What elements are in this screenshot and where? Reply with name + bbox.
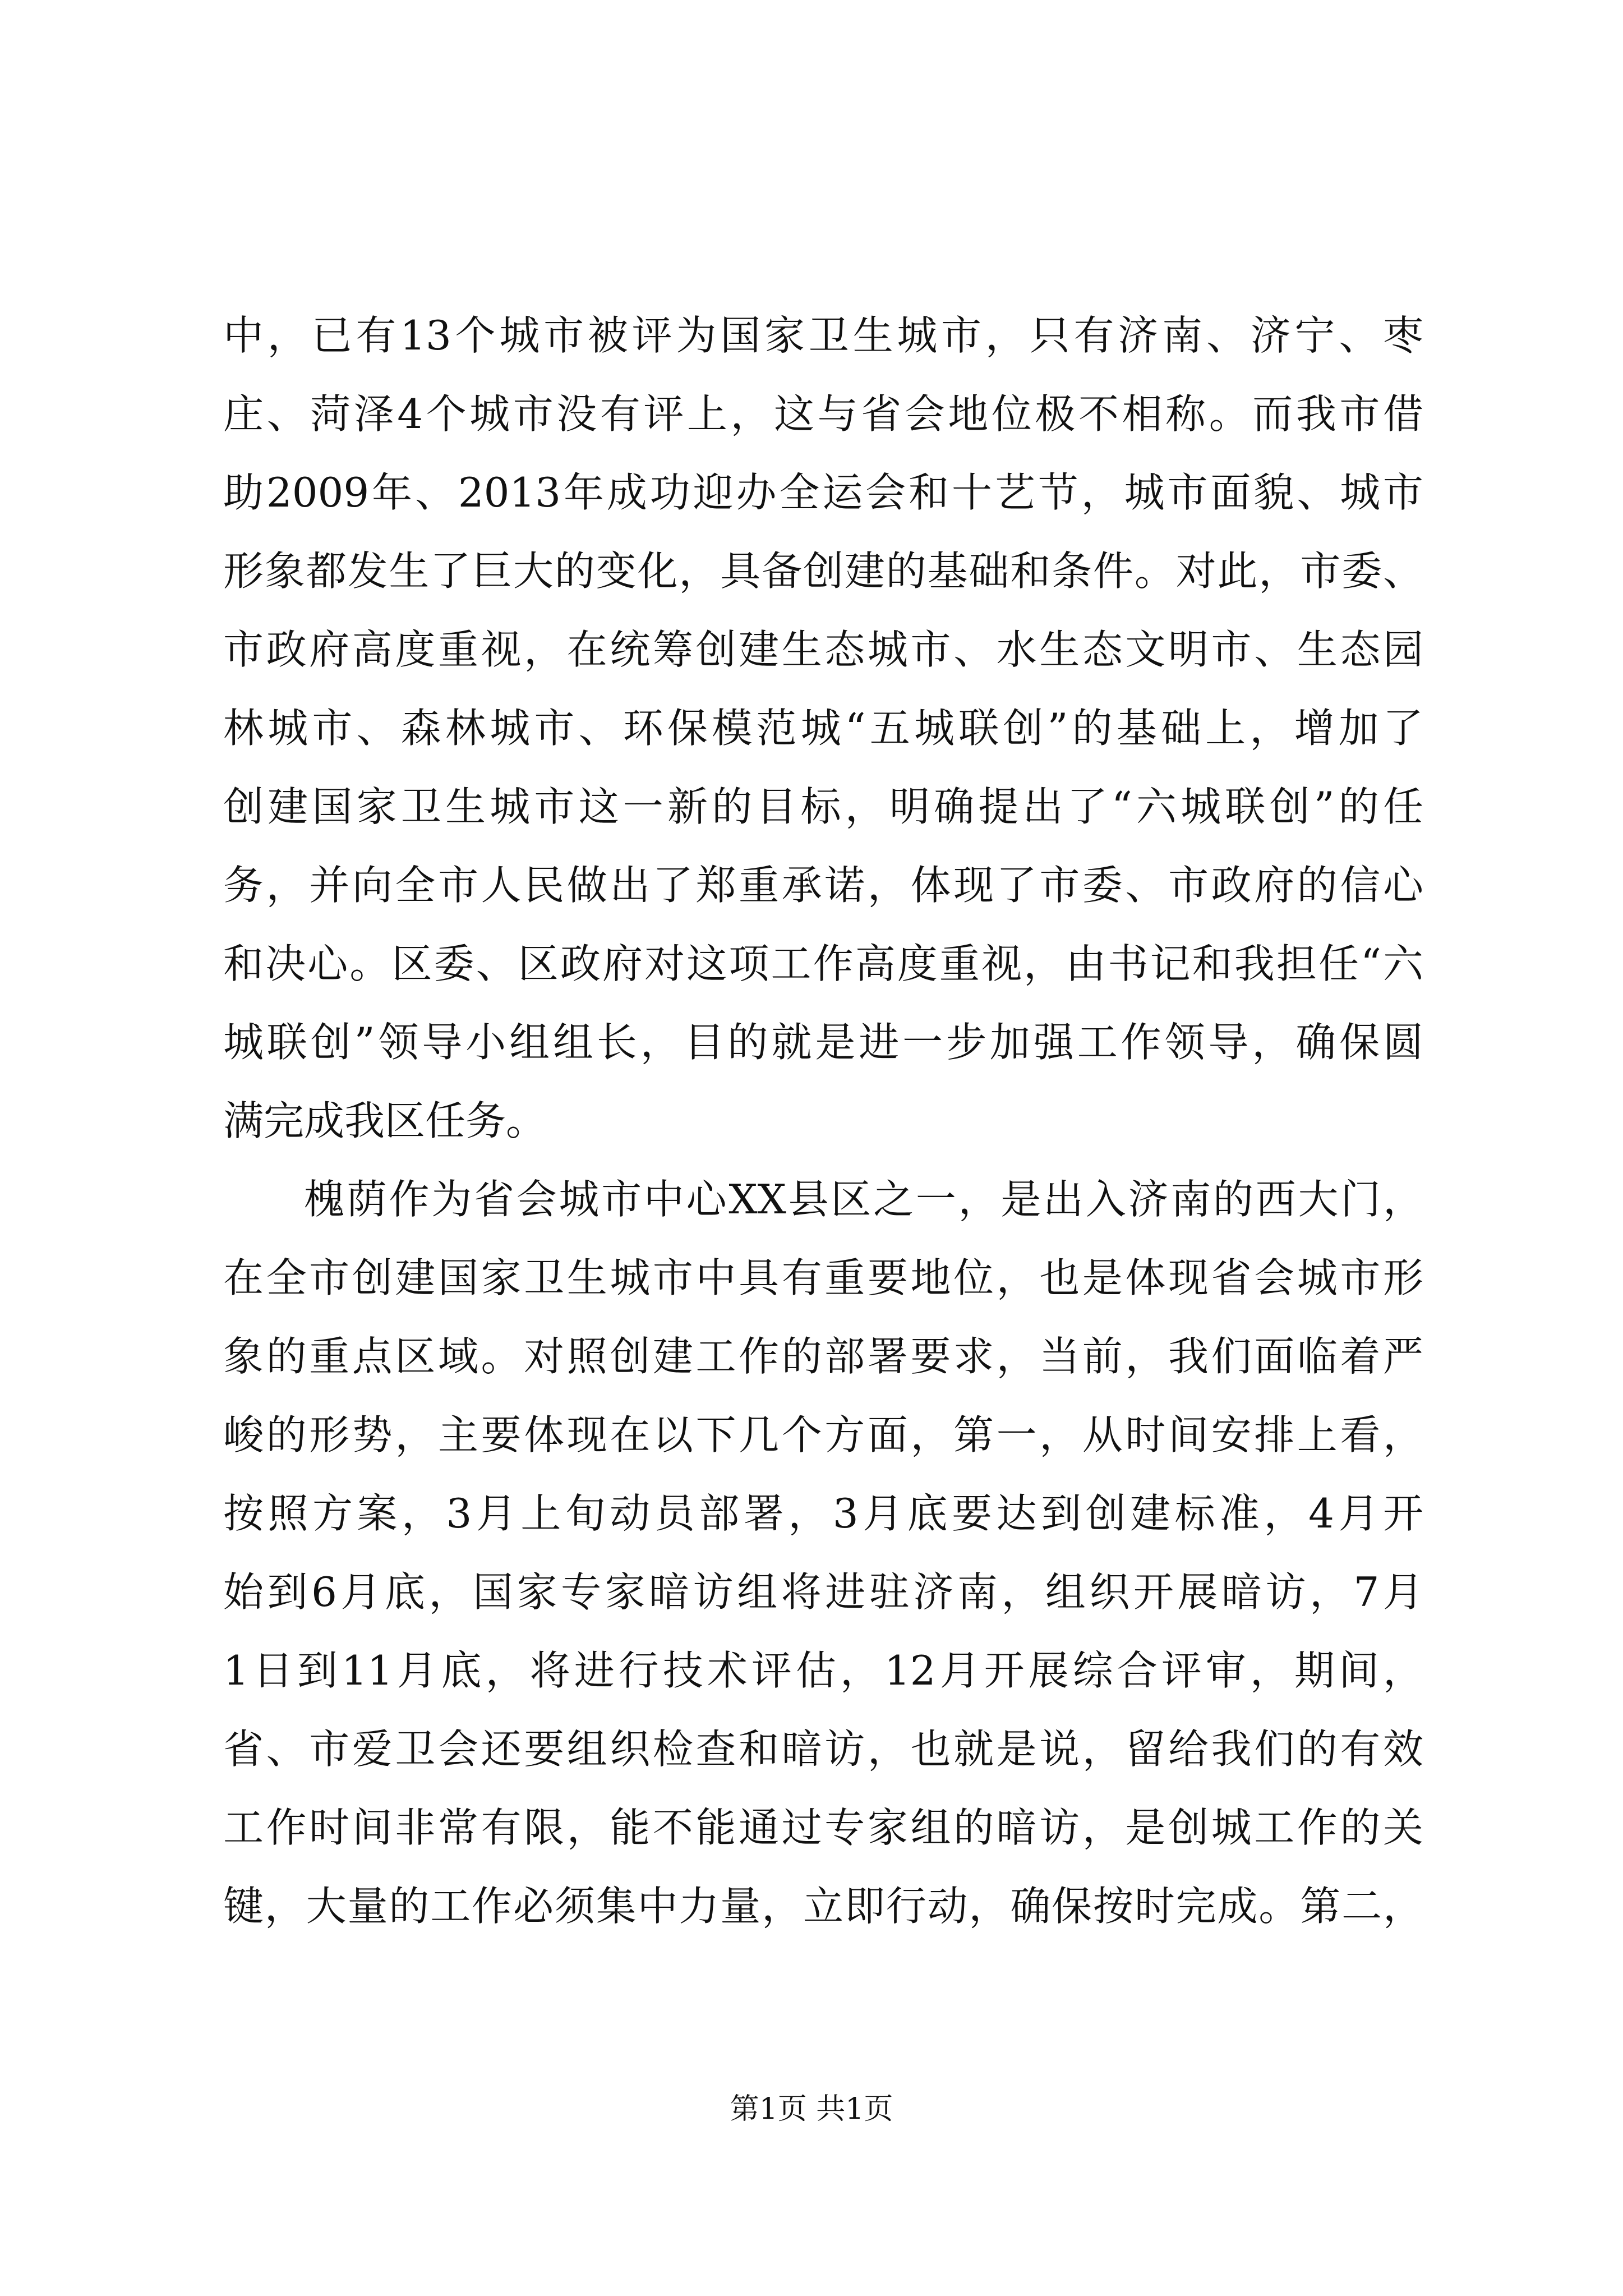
text-line: 按照方案，3月上旬动员部署，3月底要达到创建标准，4月开 <box>223 1490 1423 1537</box>
text-line: 和决心。区委、区政府对这项工作高度重视，由书记和我担任“六 <box>223 940 1423 987</box>
text-line: 工作时间非常有限，能不能通过专家组的暗访，是创城工作的关 <box>223 1804 1423 1851</box>
text-line: 槐荫作为省会城市中心XX县区之一，是出入济南的西大门， <box>304 1176 1423 1223</box>
text-line: 象的重点区域。对照创建工作的部署要求，当前，我们面临着严 <box>223 1333 1423 1380</box>
text-line: 峻的形势，主要体现在以下几个方面，第一，从时间安排上看， <box>223 1411 1423 1458</box>
text-line: 助2009年、2013年成功迎办全运会和十艺节，城市面貌、城市 <box>223 469 1423 516</box>
text-line: 中，已有13个城市被评为国家卫生城市，只有济南、济宁、枣 <box>223 312 1423 359</box>
text-line: 城联创”领导小组组长，目的就是进一步加强工作领导，确保圆 <box>223 1019 1423 1066</box>
text-line: 键，大量的工作必须集中力量，立即行动，确保按时完成。第二， <box>223 1883 1423 1930</box>
page-number: 第1页 共1页 <box>730 2092 893 2126</box>
text-line: 创建国家卫生城市这一新的目标，明确提出了“六城联创”的任 <box>223 783 1423 830</box>
text-line: 务，并向全市人民做出了郑重承诺，体现了市委、市政府的信心 <box>223 862 1423 909</box>
text-line: 在全市创建国家卫生城市中具有重要地位，也是体现省会城市形 <box>223 1254 1423 1301</box>
text-line: 满完成我区任务。 <box>223 1097 547 1144</box>
text-line: 形象都发生了巨大的变化，具备创建的基础和条件。对此，市委、 <box>223 547 1423 595</box>
text-line: 省、市爱卫会还要组织检查和暗访，也就是说，留给我们的有效 <box>223 1726 1423 1773</box>
text-line: 市政府高度重视，在统筹创建生态城市、水生态文明市、生态园 <box>223 626 1423 673</box>
text-line: 始到6月底，国家专家暗访组将进驻济南，组织开展暗访，7月 <box>223 1568 1423 1616</box>
text-line: 庄、菏泽4个城市没有评上，这与省会地位极不相称。而我市借 <box>223 390 1423 438</box>
text-line: 1日到11月底，将进行技术评估，12月开展综合评审，期间， <box>223 1647 1423 1694</box>
text-line: 林城市、森林城市、环保模范城“五城联创”的基础上，增加了 <box>223 705 1423 752</box>
